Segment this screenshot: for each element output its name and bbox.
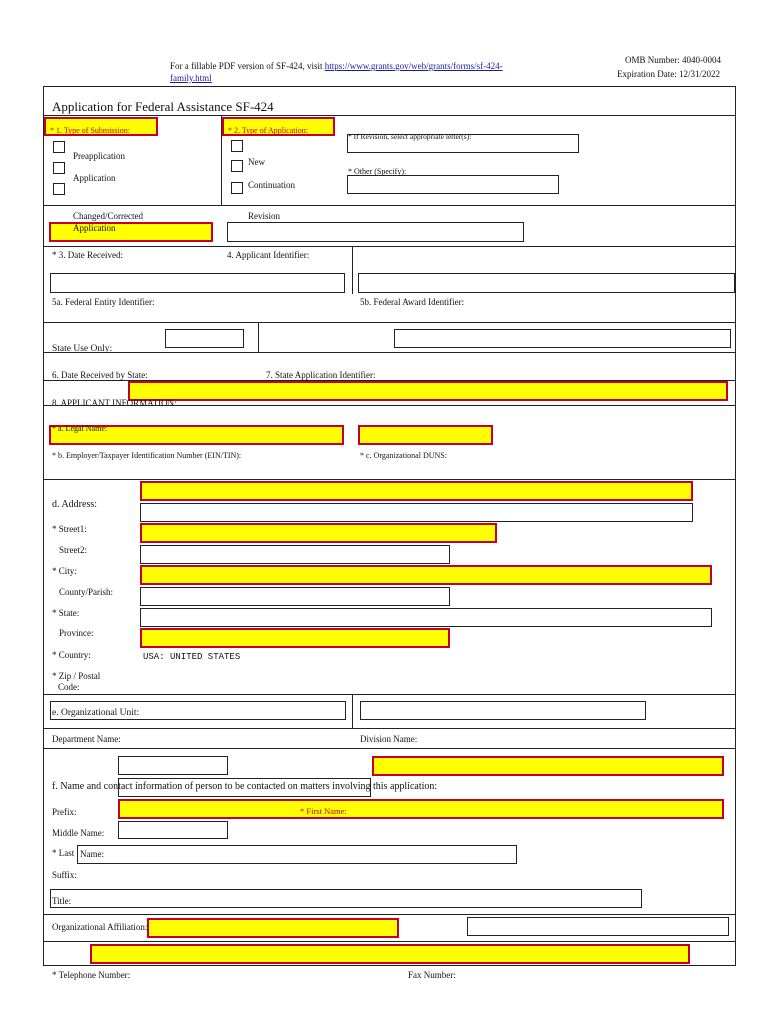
divider bbox=[43, 322, 736, 323]
affiliation-input[interactable] bbox=[147, 918, 399, 938]
option-changed-corrected: Changed/Corrected bbox=[73, 211, 143, 221]
org-unit-label: e. Organizational Unit: bbox=[52, 708, 140, 718]
zip-label-2: Code: bbox=[58, 682, 80, 692]
other-specify-label: * Other (Specify): bbox=[348, 167, 407, 176]
revision-letter-label: * If Revision, select appropriate letter(s): bbox=[348, 132, 472, 141]
federal-award-id-input[interactable] bbox=[394, 329, 731, 348]
last-name-label-a: * Last bbox=[52, 848, 75, 858]
checkbox-changed-corrected[interactable] bbox=[53, 183, 65, 195]
middle-name-label: Middle Name: bbox=[52, 828, 105, 838]
org-unit-input[interactable] bbox=[360, 701, 646, 720]
street1-input[interactable] bbox=[140, 523, 497, 543]
last-name-label-b: Name: bbox=[80, 849, 104, 859]
division-label: Division Name: bbox=[360, 734, 418, 744]
state-app-id-label: 7. State Application Identifier: bbox=[266, 370, 376, 380]
divider bbox=[43, 914, 736, 915]
county-input[interactable] bbox=[140, 587, 450, 606]
street2-input[interactable] bbox=[140, 545, 450, 564]
applicant-identifier-input[interactable] bbox=[358, 273, 735, 293]
date-received-state-label: 6. Date Received by State: bbox=[52, 370, 148, 380]
grants-link-cont[interactable] bbox=[170, 74, 212, 83]
telephone-label: * Telephone Number: bbox=[52, 970, 131, 980]
country-label: * Country: bbox=[52, 650, 91, 660]
ein-input[interactable] bbox=[140, 481, 693, 501]
application-type-label: * 2. Type of Application: bbox=[228, 126, 308, 135]
federal-entity-id-label: 5a. Federal Entity Identifier: bbox=[52, 297, 155, 307]
other-specify-input[interactable] bbox=[347, 175, 559, 194]
divider bbox=[43, 246, 736, 247]
divider bbox=[43, 694, 736, 695]
omb-number: OMB Number: 4040-0004 bbox=[625, 55, 721, 65]
department-input[interactable] bbox=[118, 756, 228, 775]
form-title: Application for Federal Assistance SF-424 bbox=[52, 99, 274, 114]
divider-v bbox=[258, 322, 259, 352]
expiration-date: Expiration Date: 12/31/2022 bbox=[617, 69, 720, 79]
state-input[interactable] bbox=[140, 608, 712, 627]
divider bbox=[43, 728, 736, 729]
prefix-input[interactable] bbox=[118, 799, 724, 819]
city-input[interactable] bbox=[140, 565, 712, 585]
applicant-identifier-label: 4. Applicant Identifier: bbox=[227, 250, 310, 260]
affiliation-extra-input[interactable] bbox=[467, 917, 729, 936]
checkbox-preapplication[interactable] bbox=[53, 141, 65, 153]
duns-highlight[interactable] bbox=[358, 425, 493, 445]
date-received-input[interactable] bbox=[50, 273, 345, 293]
title-input[interactable] bbox=[50, 889, 642, 908]
middle-name-input[interactable] bbox=[118, 821, 228, 839]
county-label: County/Parish: bbox=[59, 587, 114, 597]
federal-entity-id-input[interactable] bbox=[165, 329, 244, 348]
grants-link[interactable]: https://www.grants.gov/web/grants/forms/sf-424- bbox=[324, 61, 503, 71]
revision-letter-input[interactable] bbox=[347, 134, 579, 153]
submission-type-label: * 1. Type of Submission: bbox=[50, 126, 130, 135]
duns-label: * c. Organizational DUNS: bbox=[360, 451, 447, 460]
option-application-2: Application bbox=[73, 223, 116, 233]
option-continuation: Continuation bbox=[248, 180, 295, 190]
grants-link-2[interactable]: family.html bbox=[170, 73, 212, 83]
country-value[interactable]: USA: UNITED STATES bbox=[143, 652, 241, 662]
division-input[interactable] bbox=[372, 756, 724, 776]
zip-label-1: * Zip / Postal bbox=[52, 671, 101, 681]
checkbox-application[interactable] bbox=[53, 162, 65, 174]
province-input[interactable] bbox=[140, 628, 450, 648]
option-new: New bbox=[248, 157, 265, 167]
suffix-label: Suffix: bbox=[52, 870, 77, 880]
first-name-label: * First Name: bbox=[300, 806, 347, 816]
checkbox-continuation-a[interactable] bbox=[231, 160, 243, 172]
date-received-label: * 3. Date Received: bbox=[52, 250, 123, 260]
province-label: Province: bbox=[59, 628, 94, 638]
fillable-notice bbox=[170, 62, 503, 71]
affiliation-label: Organizational Affiliation: bbox=[52, 922, 148, 932]
divider-v bbox=[352, 246, 353, 294]
divider bbox=[43, 479, 736, 480]
divider bbox=[43, 115, 736, 116]
divider bbox=[43, 941, 736, 942]
divider bbox=[43, 352, 736, 353]
state-label: * State: bbox=[52, 608, 80, 618]
divider bbox=[43, 748, 736, 749]
state-app-id-highlight[interactable] bbox=[128, 381, 728, 401]
checkbox-new[interactable] bbox=[231, 140, 243, 152]
contact-info-label: f. Name and contact information of person to be contacted on matters involving this application: bbox=[52, 781, 438, 792]
street2-label: Street2: bbox=[59, 545, 87, 555]
department-label: Department Name: bbox=[52, 734, 121, 744]
checkbox-continuation[interactable] bbox=[231, 182, 243, 194]
address-label: d. Address: bbox=[52, 499, 97, 510]
applicant-info-label: 8. APPLICANT INFORMATION: bbox=[52, 398, 177, 408]
revision-input[interactable] bbox=[227, 222, 524, 242]
street1-label: * Street1: bbox=[52, 524, 87, 534]
option-application: Application bbox=[73, 173, 116, 183]
ein-label: * b. Employer/Taxpayer Identification Number (EIN/TIN): bbox=[52, 451, 242, 460]
divider-v bbox=[352, 694, 353, 728]
federal-award-id-label: 5b. Federal Award Identifier: bbox=[360, 297, 465, 307]
legal-name-label: * a. Legal Name: bbox=[52, 424, 108, 433]
contact-box-overlay[interactable] bbox=[118, 778, 371, 797]
state-use-only-label: State Use Only: bbox=[52, 344, 113, 354]
option-preapplication: Preapplication bbox=[73, 151, 125, 161]
contact-highlight-bottom[interactable] bbox=[90, 944, 690, 964]
notice-text: For a fillable PDF version of SF-424, visit bbox=[170, 61, 325, 71]
fax-label: Fax Number: bbox=[408, 970, 456, 980]
duns-input[interactable] bbox=[140, 503, 693, 522]
prefix-label: Prefix: bbox=[52, 807, 77, 817]
divider bbox=[43, 205, 736, 206]
title-label: Title: bbox=[52, 896, 72, 906]
city-label: * City: bbox=[52, 566, 77, 576]
divider bbox=[43, 405, 736, 406]
last-name-input[interactable] bbox=[77, 845, 517, 864]
option-revision: Revision bbox=[248, 211, 281, 221]
